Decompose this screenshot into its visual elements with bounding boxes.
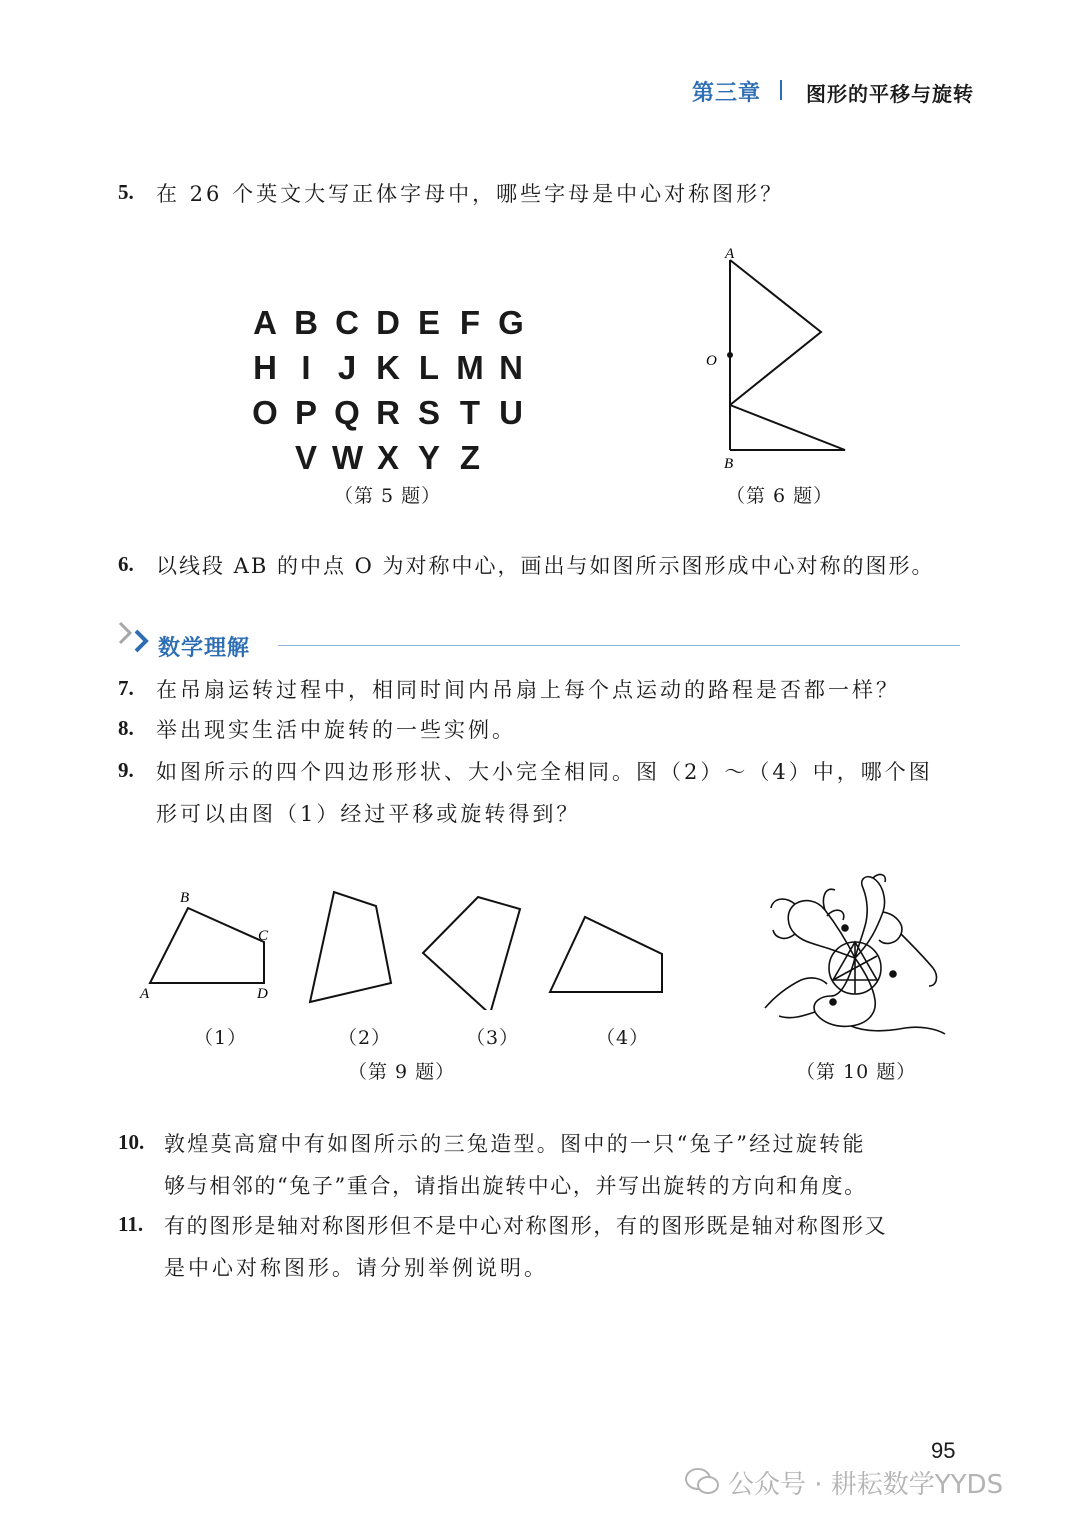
letter-r: R <box>376 394 400 431</box>
wechat-icon <box>684 1466 720 1496</box>
letter-j: J <box>337 349 357 386</box>
q7-text: 在吊扇运转过程中，相同时间内吊扇上每个点运动的路程是否都一样？ <box>156 678 900 702</box>
fig9-sub2: （2） <box>338 1027 392 1049</box>
letter-z: Z <box>459 439 481 476</box>
q9-number: 9. <box>118 758 134 782</box>
hare-eye-2 <box>890 971 896 977</box>
q11-number: 11. <box>118 1212 144 1236</box>
fig6-diagram <box>690 240 870 480</box>
hare-3-back <box>765 978 827 1008</box>
chapter-label: 第三章 <box>692 81 762 106</box>
hare-eye-3 <box>830 999 836 1005</box>
three-hares-illustration <box>755 868 955 1048</box>
fig9-sub4: （4） <box>596 1027 650 1049</box>
letter-e: E <box>417 304 440 341</box>
fig9-label-c: C <box>258 928 269 944</box>
hare-2-legs <box>901 934 936 986</box>
header-divider <box>780 80 782 100</box>
section-divider <box>278 645 960 646</box>
letter-c: C <box>335 304 359 341</box>
q10-text-line2: 够与相邻的“兔子”重合，请指出旋转中心，并写出旋转的方向和角度。 <box>164 1174 867 1198</box>
letter-b: B <box>294 304 318 341</box>
q10-number: 10. <box>118 1130 145 1154</box>
page-number: 95 <box>931 1438 956 1463</box>
alphabet-row-2 <box>248 345 528 390</box>
letter-o: O <box>252 394 278 431</box>
fig9-sub3: （3） <box>466 1027 520 1049</box>
letter-m: M <box>456 349 484 386</box>
section-title: 数学理解 <box>158 636 251 661</box>
letter-l: L <box>418 349 440 386</box>
letter-v: V <box>294 439 317 476</box>
q7-number: 7. <box>118 676 134 700</box>
q9-text-line1: 如图所示的四个四边形形状、大小完全相同。图（2）～（4）中，哪个图 <box>156 760 933 784</box>
q6-text: 以线段 AB 的中点 O 为对称中心，画出与如图所示图形成中心对称的图形。 <box>156 554 935 578</box>
hare-1-detail <box>823 889 843 920</box>
letter-k: K <box>376 349 400 386</box>
hare-eye-1 <box>842 925 848 931</box>
letter-u: U <box>499 394 523 431</box>
fig6-lower-triangle <box>730 405 845 450</box>
fig9-quad-4 <box>550 917 662 992</box>
letter-p: P <box>294 394 317 431</box>
q6-number: 6. <box>118 552 134 576</box>
q5-text: 在 26 个英文大写正体字母中，哪些字母是中心对称图形？ <box>156 182 785 206</box>
fig9-label-b: B <box>180 890 190 906</box>
letter-w: W <box>332 439 364 476</box>
q11-text-line1: 有的图形是轴对称图形但不是中心对称图形，有的图形既是轴对称图形又 <box>164 1214 888 1238</box>
letter-q: Q <box>334 394 360 431</box>
hare-1-legs <box>771 899 795 938</box>
fig9-quad-3 <box>423 897 520 1010</box>
letter-f: F <box>459 304 481 341</box>
q5-number: 5. <box>118 180 134 204</box>
letter-s: S <box>417 394 440 431</box>
chapter-title: 图形的平移与旋转 <box>806 82 974 106</box>
watermark: 公众号 · 耕耘数学YYDS <box>728 1470 1004 1500</box>
letter-n: N <box>499 349 523 386</box>
chevron-right-icon <box>116 619 156 653</box>
alphabet-row-3 <box>248 390 528 435</box>
fig9-quad-1 <box>150 908 264 983</box>
fig5-caption: （第 5 题） <box>334 485 442 507</box>
fig9-diagram <box>130 880 690 1010</box>
letter-x: X <box>376 439 399 476</box>
fig6-caption: （第 6 题） <box>726 485 834 507</box>
q8-number: 8. <box>118 716 134 740</box>
letter-i: I <box>301 349 311 386</box>
letter-t: T <box>459 394 481 431</box>
fig9-sub1: （1） <box>194 1027 248 1049</box>
q9-text-line2: 形可以由图（1）经过平移或旋转得到？ <box>156 802 581 826</box>
fig6-upper-triangle <box>730 260 821 405</box>
letter-g: G <box>498 304 524 341</box>
alphabet-grid <box>248 300 528 480</box>
fig6-point-o <box>727 352 733 358</box>
letter-h: H <box>253 349 277 386</box>
q11-text-line2: 是中心对称图形。请分别举例说明。 <box>164 1256 548 1280</box>
letter-a: A <box>253 304 277 341</box>
fig6-label-b: B <box>724 456 734 472</box>
hare-2-detail <box>873 875 902 944</box>
letter-y: Y <box>417 439 440 476</box>
letter-d: D <box>376 304 400 341</box>
fig9-label-d: D <box>257 986 268 1002</box>
q8-text: 举出现实生活中旋转的一些实例。 <box>156 718 516 742</box>
fig10-caption: （第 10 题） <box>796 1061 917 1083</box>
alphabet-row-1 <box>248 300 528 345</box>
fig6-label-a: A <box>725 246 735 262</box>
fig9-caption: （第 9 题） <box>348 1061 456 1083</box>
alphabet-row-4 <box>248 435 528 480</box>
fig9-label-a: A <box>140 986 150 1002</box>
fig6-label-o: O <box>706 353 717 369</box>
fig9-quad-2 <box>310 892 391 1002</box>
q10-text-line1: 敦煌莫高窟中有如图所示的三兔造型。图中的一只“兔子”经过旋转能 <box>164 1132 866 1156</box>
